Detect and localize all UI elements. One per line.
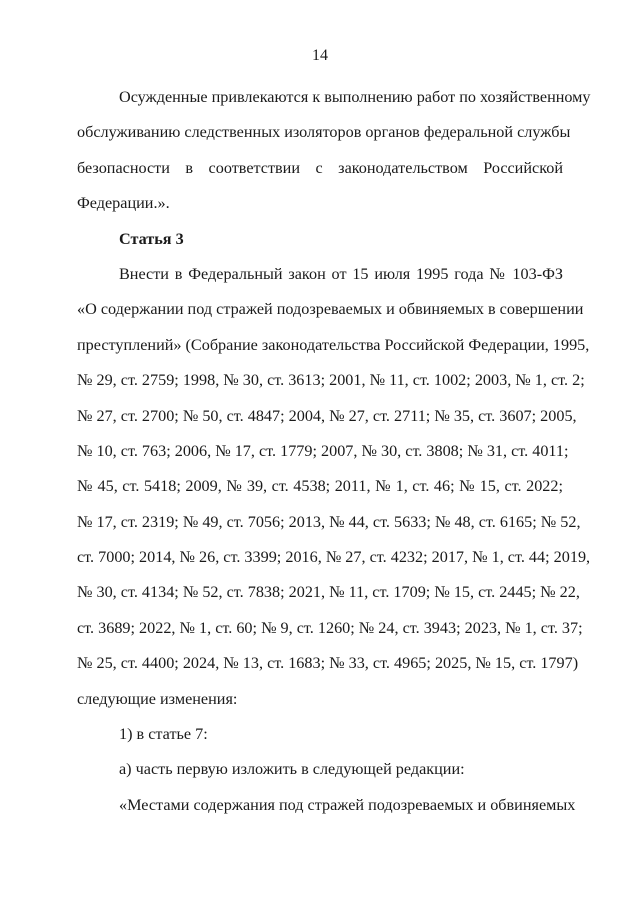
article-heading: Статья 3: [119, 229, 184, 248]
page-number: 14: [312, 47, 328, 64]
document-body: [77, 80, 591, 823]
paragraph-convicts-work: [77, 80, 591, 222]
text-line: ст. 7000; 2014, № 26, ст. 3399; 2016, № 27, ст. 4232; 2017, № 1, ст. 44; 2019,: [77, 548, 591, 567]
text-line: № 25, ст. 4400; 2024, № 13, ст. 1683; № 33, ст. 4965; 2025, № 15, ст. 1797): [77, 654, 579, 673]
text-line: Внести в Федеральный закон от 15 июля 1995 года № 103-ФЗ: [119, 264, 563, 283]
list-item-article-7: 1) в статье 7:: [119, 725, 208, 744]
text-line: № 27, ст. 2700; № 50, ст. 4847; 2004, № 27, ст. 2711; № 35, ст. 3607; 2005,: [77, 406, 577, 425]
text-line: № 10, ст. 763; 2006, № 17, ст. 1779; 2007, № 30, ст. 3808; № 31, ст. 4011;: [77, 441, 569, 460]
text-line: Федерации.».: [77, 194, 170, 213]
text-line: Осужденные привлекаются к выполнению работ по хозяйственному: [119, 88, 591, 106]
text-line: преступлений» (Собрание законодательства Российской Федерации, 1995,: [77, 335, 590, 354]
paragraph-amendment-law: [77, 257, 591, 717]
text-line: «О содержании под стражей подозреваемых и обвиняемых в совершении: [77, 300, 584, 319]
text-line: ст. 3689; 2022, № 1, ст. 60; № 9, ст. 1260; № 24, ст. 3943; 2023, № 1, ст. 37;: [77, 618, 583, 637]
text-line: № 29, ст. 2759; 1998, № 30, ст. 3613; 2001, № 11, ст. 1002; 2003, № 1, ст. 2;: [77, 371, 585, 390]
text-line: № 17, ст. 2319; № 49, ст. 7056; 2013, № 44, ст. 5633; № 48, ст. 6165; № 52,: [77, 512, 581, 531]
quoted-text-start: «Местами содержания под стражей подозреваемых и обвиняемых: [119, 795, 576, 814]
text-line: № 45, ст. 5418; 2009, № 39, ст. 4538; 2011, № 1, ст. 46; № 15, ст. 2022;: [77, 477, 563, 496]
text-line: безопасности в соответствии с законодательством Российской: [77, 158, 563, 177]
text-line: обслуживанию следственных изоляторов органов федеральной службы: [77, 123, 571, 142]
text-line: следующие изменения:: [77, 689, 238, 708]
text-line: № 30, ст. 4134; № 52, ст. 7838; 2021, № 11, ст. 1709; № 15, ст. 2445; № 22,: [77, 583, 580, 602]
list-item-part-one: а) часть первую изложить в следующей редакции:: [119, 760, 465, 779]
